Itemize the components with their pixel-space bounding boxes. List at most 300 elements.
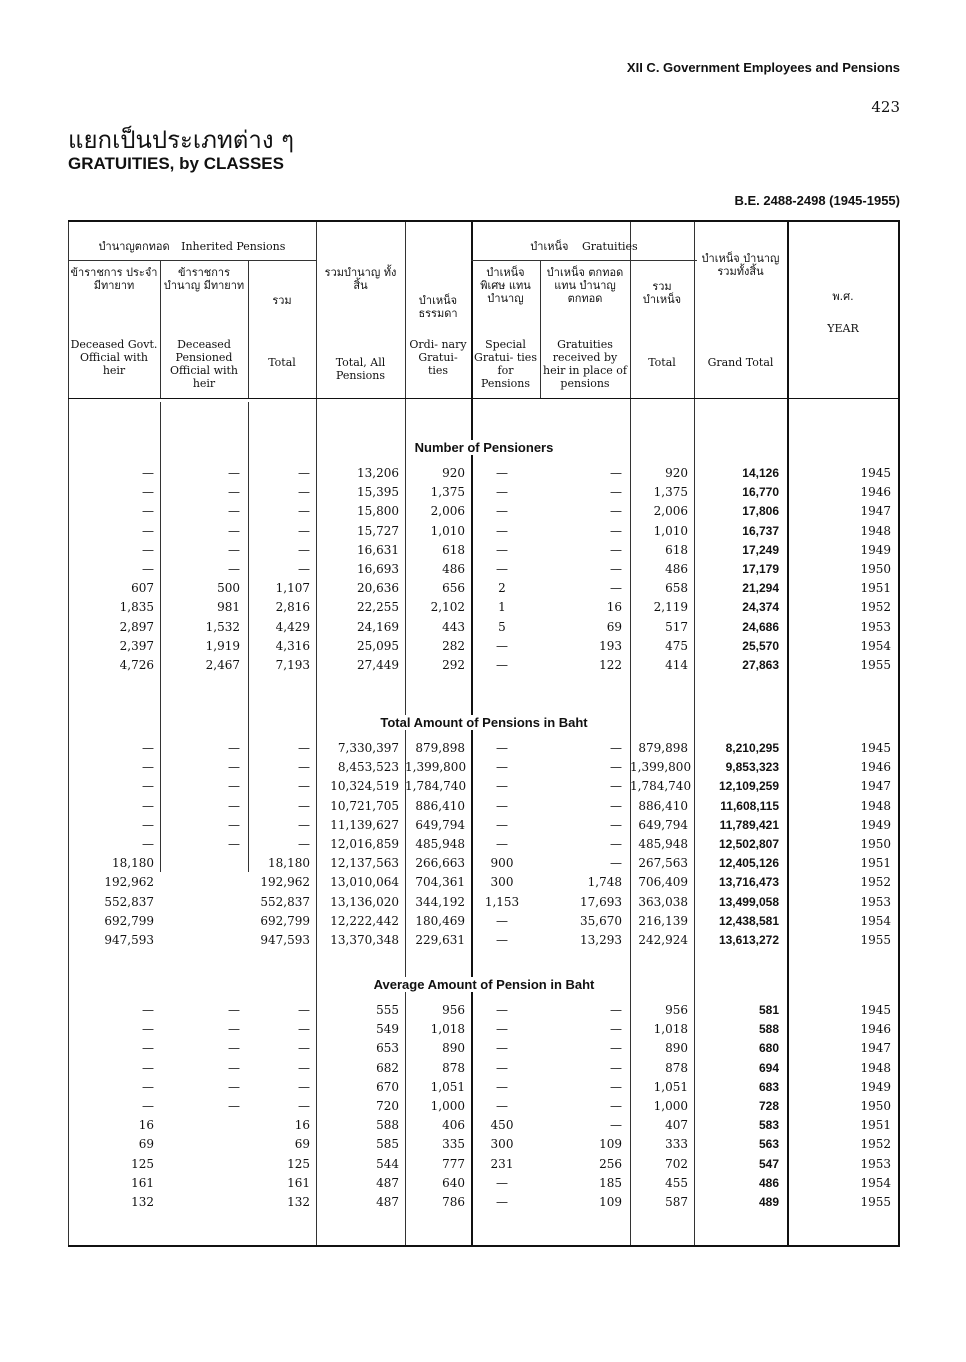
- table-cell: 1946: [860, 1022, 891, 1037]
- table-cell: 12,109,259: [718, 779, 779, 794]
- table-cell: —: [610, 856, 622, 871]
- table-row: [68, 1041, 900, 1060]
- table-cell: —: [298, 1099, 310, 1113]
- table-cell: 2,006: [653, 504, 688, 519]
- table-row: [68, 1195, 900, 1214]
- period-label: B.E. 2488-2498 (1945-1955): [734, 193, 900, 208]
- table-cell: 500: [217, 581, 240, 596]
- table-cell: 69: [606, 619, 622, 634]
- table-cell: 193: [599, 638, 622, 653]
- table-cell: —: [610, 485, 622, 500]
- table-row: [68, 485, 900, 504]
- table-cell: —: [298, 760, 310, 775]
- table-cell: —: [496, 741, 508, 755]
- table-cell: 1948: [860, 1060, 891, 1075]
- table-cell: 407: [665, 1118, 688, 1133]
- table-cell: —: [142, 798, 154, 813]
- header-th: บำเหน็จ: [530, 240, 569, 253]
- title-thai: แยกเป็นประเภทต่าง ๆ: [68, 126, 295, 154]
- table-cell: 1947: [860, 779, 891, 794]
- table-cell: —: [228, 1060, 240, 1075]
- table-row: [68, 875, 900, 894]
- section-title: [68, 977, 900, 992]
- title-english: GRATUITIES, by CLASSES: [68, 154, 284, 173]
- table-cell: 13,136,020: [330, 894, 399, 909]
- table-cell: 486: [665, 562, 688, 576]
- table-row: [68, 639, 900, 658]
- table-row: [68, 600, 900, 619]
- table-cell: 7,193: [275, 658, 310, 672]
- table-cell: 947,593: [104, 933, 154, 947]
- table-cell: —: [496, 1022, 508, 1037]
- table-cell: 1,784,740: [630, 779, 692, 794]
- table-cell: 12,137,563: [330, 856, 399, 871]
- rule: [160, 260, 161, 398]
- table-cell: 132: [131, 1195, 154, 1209]
- table-cell: 1,107: [275, 581, 310, 596]
- table-row: [68, 658, 900, 677]
- table-cell: 335: [442, 1137, 465, 1152]
- table-cell: —: [228, 1079, 240, 1094]
- header-col5-th: บำเหน็จ ธรรมดา: [418, 294, 458, 320]
- table-cell: 4,316: [275, 638, 310, 653]
- table-cell: 489: [758, 1195, 779, 1209]
- table-cell: —: [496, 485, 508, 500]
- table-cell: —: [496, 760, 508, 775]
- table-cell: —: [142, 466, 154, 480]
- table-cell: 692,799: [260, 913, 310, 928]
- table-cell: 20,636: [357, 581, 399, 596]
- table-cell: —: [142, 523, 154, 538]
- table-cell: 333: [665, 1137, 688, 1152]
- header-col4-th: รวมบำนาญ ทั้งสิ้น: [324, 266, 397, 292]
- table-cell: 161: [131, 1175, 154, 1190]
- table-cell: 443: [442, 619, 465, 634]
- table-cell: 25,570: [742, 638, 779, 653]
- table-row: [68, 1003, 900, 1022]
- table-cell: 588: [376, 1118, 399, 1133]
- table-cell: —: [298, 1022, 310, 1037]
- header-col8-en: Total: [648, 356, 676, 369]
- table-cell: —: [228, 1099, 240, 1113]
- table-cell: 16: [294, 1118, 310, 1133]
- rule: [471, 260, 697, 261]
- table-cell: —: [496, 798, 508, 813]
- table-cell: 16,631: [357, 542, 399, 557]
- table-cell: 886,410: [638, 798, 688, 813]
- table-cell: 706,409: [638, 875, 688, 890]
- table-cell: —: [610, 504, 622, 519]
- table-cell: 4,429: [275, 619, 310, 634]
- header-col10-en: YEAR: [827, 322, 859, 335]
- table-cell: 1947: [860, 504, 891, 519]
- table-cell: 16: [138, 1118, 154, 1133]
- table-cell: 363,038: [638, 894, 688, 909]
- table-cell: 15,395: [357, 485, 399, 500]
- header-col7-en: Gratuities received by heir in place of pensions: [543, 338, 627, 390]
- table-cell: —: [610, 741, 622, 755]
- table-cell: —: [496, 837, 508, 851]
- table-cell: 588: [758, 1022, 779, 1037]
- table-cell: 1948: [860, 523, 891, 538]
- table-cell: 2,816: [275, 600, 310, 615]
- table-cell: 300: [490, 1137, 514, 1152]
- table-row: [68, 1022, 900, 1041]
- table-cell: —: [496, 779, 508, 794]
- table-cell: 485,948: [415, 837, 465, 851]
- table-cell: 22,255: [357, 600, 399, 615]
- table-cell: 242,924: [638, 933, 688, 947]
- table-cell: —: [142, 485, 154, 500]
- header-col5-en: Ordi- nary Gratui- ties: [409, 338, 467, 377]
- table-cell: 1,399,800: [630, 760, 692, 775]
- table-cell: 12,222,442: [330, 913, 399, 928]
- table-cell: 583: [758, 1118, 779, 1133]
- table-cell: 450: [490, 1118, 514, 1133]
- table-cell: 267,563: [638, 856, 688, 871]
- table-cell: 229,631: [415, 933, 465, 947]
- table-cell: 485,948: [638, 837, 688, 851]
- table-cell: 13,716,473: [718, 875, 779, 890]
- header-col9-th: บำเหน็จ บำนาญ รวมทั้งสิ้น: [701, 252, 780, 278]
- table-cell: —: [228, 466, 240, 480]
- table-cell: —: [228, 1003, 240, 1017]
- table-cell: 886,410: [415, 798, 465, 813]
- table-cell: —: [228, 741, 240, 755]
- table-cell: 1,748: [587, 875, 622, 890]
- table-row: [68, 1157, 900, 1176]
- section-title-text: Number of Pensioners: [411, 440, 558, 455]
- table-cell: 122: [599, 658, 622, 672]
- header-col6-th: บำเหน็จ พิเศษ แทนบำนาญ: [480, 266, 531, 305]
- table-cell: 27,863: [742, 658, 779, 672]
- table-cell: 1947: [860, 1041, 891, 1056]
- table-cell: 2,897: [119, 619, 154, 634]
- table-cell: 455: [665, 1175, 688, 1190]
- table-cell: 1955: [860, 658, 891, 672]
- table-cell: —: [228, 542, 240, 557]
- table-cell: 1951: [860, 1118, 891, 1133]
- section-title: [68, 440, 900, 455]
- table-cell: —: [298, 798, 310, 813]
- table-cell: —: [142, 562, 154, 576]
- table-cell: 21,294: [742, 581, 779, 596]
- table-cell: —: [228, 1041, 240, 1056]
- table-cell: —: [496, 1003, 508, 1017]
- page-number: 423: [871, 98, 900, 116]
- table-cell: 618: [442, 542, 465, 557]
- table-cell: —: [610, 1099, 622, 1113]
- table-cell: 680: [758, 1041, 779, 1056]
- table-cell: 587: [665, 1195, 688, 1209]
- table-cell: —: [496, 658, 508, 672]
- table-cell: 487: [376, 1195, 399, 1209]
- table-cell: 8,210,295: [725, 741, 779, 755]
- table-cell: 24,686: [742, 619, 779, 634]
- table-cell: —: [298, 779, 310, 794]
- table-cell: —: [610, 1022, 622, 1037]
- table-cell: 16,737: [742, 523, 779, 538]
- table-cell: 900: [490, 856, 514, 871]
- table-cell: 1,000: [430, 1099, 465, 1113]
- table-cell: 552,837: [260, 894, 310, 909]
- header-col4-en: Total, All Pensions: [335, 356, 386, 382]
- table-cell: 1946: [860, 485, 891, 500]
- table-cell: —: [610, 1003, 622, 1017]
- table-cell: —: [228, 779, 240, 794]
- table-cell: —: [496, 562, 508, 576]
- table-cell: 1,835: [119, 600, 154, 615]
- table-cell: —: [496, 913, 508, 928]
- table-cell: —: [496, 1175, 508, 1190]
- table-cell: —: [228, 817, 240, 832]
- table-row: [68, 504, 900, 523]
- table-cell: 1945: [860, 1003, 891, 1017]
- table-cell: —: [610, 562, 622, 576]
- table-cell: 185: [599, 1175, 622, 1190]
- header-col8-th: รวม บำเหน็จ: [642, 280, 682, 306]
- table-cell: 1,919: [205, 638, 240, 653]
- table-cell: 109: [599, 1137, 622, 1152]
- table-cell: 694: [758, 1060, 779, 1075]
- table-cell: 1: [498, 600, 506, 615]
- table-cell: —: [228, 562, 240, 576]
- table-cell: 2,102: [430, 600, 465, 615]
- table-cell: 547: [758, 1156, 779, 1171]
- table-cell: —: [298, 485, 310, 500]
- table-cell: —: [142, 741, 154, 755]
- table-cell: 125: [131, 1156, 154, 1171]
- table-cell: —: [610, 837, 622, 851]
- table-row: [68, 933, 900, 952]
- table-cell: 180,469: [415, 913, 465, 928]
- table-cell: 13,010,064: [330, 875, 399, 890]
- table-cell: 658: [665, 581, 688, 596]
- table-cell: 1949: [860, 1079, 891, 1094]
- table-cell: 16,770: [742, 485, 779, 500]
- header-col2-th: ข้าราชการ บำนาญ มีทายาท: [163, 266, 245, 292]
- table-cell: 555: [376, 1003, 399, 1017]
- table-cell: 24,169: [357, 619, 399, 634]
- table-cell: 256: [599, 1156, 622, 1171]
- table-cell: 1953: [860, 894, 891, 909]
- table-cell: —: [496, 466, 508, 480]
- table-cell: 517: [665, 619, 688, 634]
- rule: [248, 260, 249, 398]
- table-cell: 1946: [860, 760, 891, 775]
- table-row: [68, 856, 900, 875]
- table-cell: 12,405,126: [718, 856, 779, 871]
- table-cell: 10,324,519: [330, 779, 399, 794]
- table-cell: 1950: [860, 562, 891, 576]
- table-cell: —: [610, 1060, 622, 1075]
- table-cell: 1952: [860, 600, 891, 615]
- table-cell: —: [610, 817, 622, 832]
- table-cell: 1950: [860, 1099, 891, 1113]
- header-col9-en: Grand Total: [707, 356, 774, 369]
- table-cell: 216,139: [638, 913, 688, 928]
- table-cell: 282: [442, 638, 465, 653]
- table-cell: —: [496, 1099, 508, 1113]
- table-cell: 653: [376, 1041, 399, 1056]
- table-cell: —: [610, 542, 622, 557]
- table-cell: 13,370,348: [330, 933, 399, 947]
- table-cell: —: [298, 741, 310, 755]
- table-cell: 14,126: [742, 466, 779, 480]
- table-cell: 11,608,115: [720, 798, 779, 813]
- table-row: [68, 524, 900, 543]
- table-cell: 69: [138, 1137, 154, 1152]
- table-cell: 15,727: [357, 523, 399, 538]
- table-cell: 956: [442, 1003, 465, 1017]
- table-cell: 879,898: [415, 741, 465, 755]
- table-cell: 1,010: [653, 523, 688, 538]
- table-cell: 1949: [860, 542, 891, 557]
- table-cell: 11,789,421: [719, 817, 779, 832]
- table-cell: —: [228, 837, 240, 851]
- table-cell: 1,375: [653, 485, 688, 500]
- table-cell: —: [142, 1022, 154, 1037]
- header-th: บำนาญตกทอด: [98, 240, 170, 253]
- table-cell: —: [496, 817, 508, 832]
- table-cell: 581: [758, 1003, 779, 1017]
- table-cell: 2,119: [653, 600, 688, 615]
- gratuities-table: [68, 220, 900, 1247]
- table-cell: 2,006: [430, 504, 465, 519]
- table-cell: 947,593: [260, 933, 310, 947]
- table-row: [68, 799, 900, 818]
- table-cell: 406: [442, 1118, 465, 1133]
- table-cell: 2: [498, 581, 506, 596]
- table-cell: 1955: [860, 933, 891, 947]
- table-cell: —: [610, 523, 622, 538]
- table-cell: —: [496, 542, 508, 557]
- table-cell: —: [142, 542, 154, 557]
- table-cell: 487: [376, 1175, 399, 1190]
- header-col3-th: รวม: [272, 294, 292, 307]
- table-cell: 13,206: [357, 466, 399, 480]
- table-cell: —: [298, 837, 310, 851]
- table-cell: 11,139,627: [330, 817, 399, 832]
- table-cell: 17,693: [580, 894, 622, 909]
- table-cell: 1,000: [653, 1099, 688, 1113]
- table-cell: 4,726: [119, 658, 154, 672]
- table-cell: 720: [376, 1099, 399, 1113]
- table-cell: 17,179: [742, 562, 779, 576]
- table-cell: —: [142, 817, 154, 832]
- header-col1-en: Deceased Govt. Official with heir: [70, 338, 158, 377]
- table-cell: —: [228, 523, 240, 538]
- table-row: [68, 837, 900, 856]
- table-cell: —: [228, 1022, 240, 1037]
- table-cell: 618: [665, 542, 688, 557]
- table-cell: —: [228, 760, 240, 775]
- table-cell: 728: [758, 1099, 779, 1113]
- table-cell: 1952: [860, 875, 891, 890]
- table-cell: —: [142, 760, 154, 775]
- header-col7-th: บำเหน็จ ตกทอดแทน บำนาญตกทอด: [546, 266, 624, 305]
- table-cell: —: [610, 760, 622, 775]
- table-cell: 1954: [860, 913, 891, 928]
- table-cell: 231: [490, 1156, 514, 1171]
- table-cell: 879,898: [638, 741, 688, 755]
- table-row: [68, 914, 900, 933]
- table-cell: 981: [217, 600, 240, 615]
- table-cell: 5: [498, 619, 506, 634]
- table-cell: 956: [665, 1003, 688, 1017]
- table-cell: 24,374: [742, 600, 779, 615]
- table-cell: 649,794: [415, 817, 465, 832]
- header-en: Gratuities: [581, 240, 638, 253]
- table-row: [68, 895, 900, 914]
- table-row: [68, 1118, 900, 1137]
- table-cell: 1945: [860, 741, 891, 755]
- table-cell: 292: [442, 658, 465, 672]
- table-cell: 414: [665, 658, 688, 672]
- table-cell: 18,180: [112, 856, 154, 871]
- table-cell: 585: [376, 1137, 399, 1152]
- header-col6-en: Special Gratui- ties for Pensions: [474, 338, 537, 390]
- table-cell: 552,837: [104, 894, 154, 909]
- table-cell: 1,532: [205, 619, 240, 634]
- table-cell: 1951: [860, 581, 891, 596]
- table-cell: 486: [442, 562, 465, 576]
- table-row: [68, 1137, 900, 1156]
- table-cell: —: [610, 1079, 622, 1094]
- table-cell: 1,375: [430, 485, 465, 500]
- table-cell: 1,051: [653, 1079, 688, 1094]
- table-cell: 192,962: [104, 875, 154, 890]
- table-cell: 920: [442, 466, 465, 480]
- table-cell: —: [228, 798, 240, 813]
- table-cell: 13,613,272: [718, 933, 779, 947]
- table-cell: 266,663: [415, 856, 465, 871]
- table-cell: 109: [599, 1195, 622, 1209]
- table-cell: 15,800: [357, 504, 399, 519]
- table-row: [68, 466, 900, 485]
- table-cell: 486: [758, 1175, 779, 1190]
- table-cell: 13,499,058: [718, 894, 779, 909]
- table-cell: 35,670: [580, 913, 622, 928]
- table-cell: —: [142, 779, 154, 794]
- table-cell: 1954: [860, 1175, 891, 1190]
- table-cell: 1,018: [653, 1022, 688, 1037]
- table-cell: 692,799: [104, 913, 154, 928]
- table-cell: 17,249: [742, 542, 779, 557]
- table-cell: 192,962: [260, 875, 310, 890]
- table-row: [68, 779, 900, 798]
- table-cell: —: [142, 1041, 154, 1056]
- table-cell: 607: [131, 581, 154, 596]
- table-cell: 786: [442, 1195, 465, 1209]
- table-cell: —: [496, 1041, 508, 1056]
- table-row: [68, 543, 900, 562]
- table-cell: 544: [376, 1156, 399, 1171]
- table-cell: 563: [758, 1137, 779, 1152]
- table-cell: 12,016,859: [330, 837, 399, 851]
- table-row: [68, 581, 900, 600]
- table-cell: 16: [606, 600, 622, 615]
- table-cell: 9,853,323: [725, 760, 779, 775]
- table-cell: 344,192: [415, 894, 465, 909]
- table-cell: —: [610, 1118, 622, 1133]
- table-cell: —: [298, 504, 310, 519]
- table-cell: —: [298, 1079, 310, 1094]
- table-cell: 1,784,740: [405, 779, 467, 794]
- table-cell: 1950: [860, 837, 891, 851]
- section-title-text: Total Amount of Pensions in Baht: [376, 715, 591, 730]
- header-gratuities-group: [471, 240, 697, 253]
